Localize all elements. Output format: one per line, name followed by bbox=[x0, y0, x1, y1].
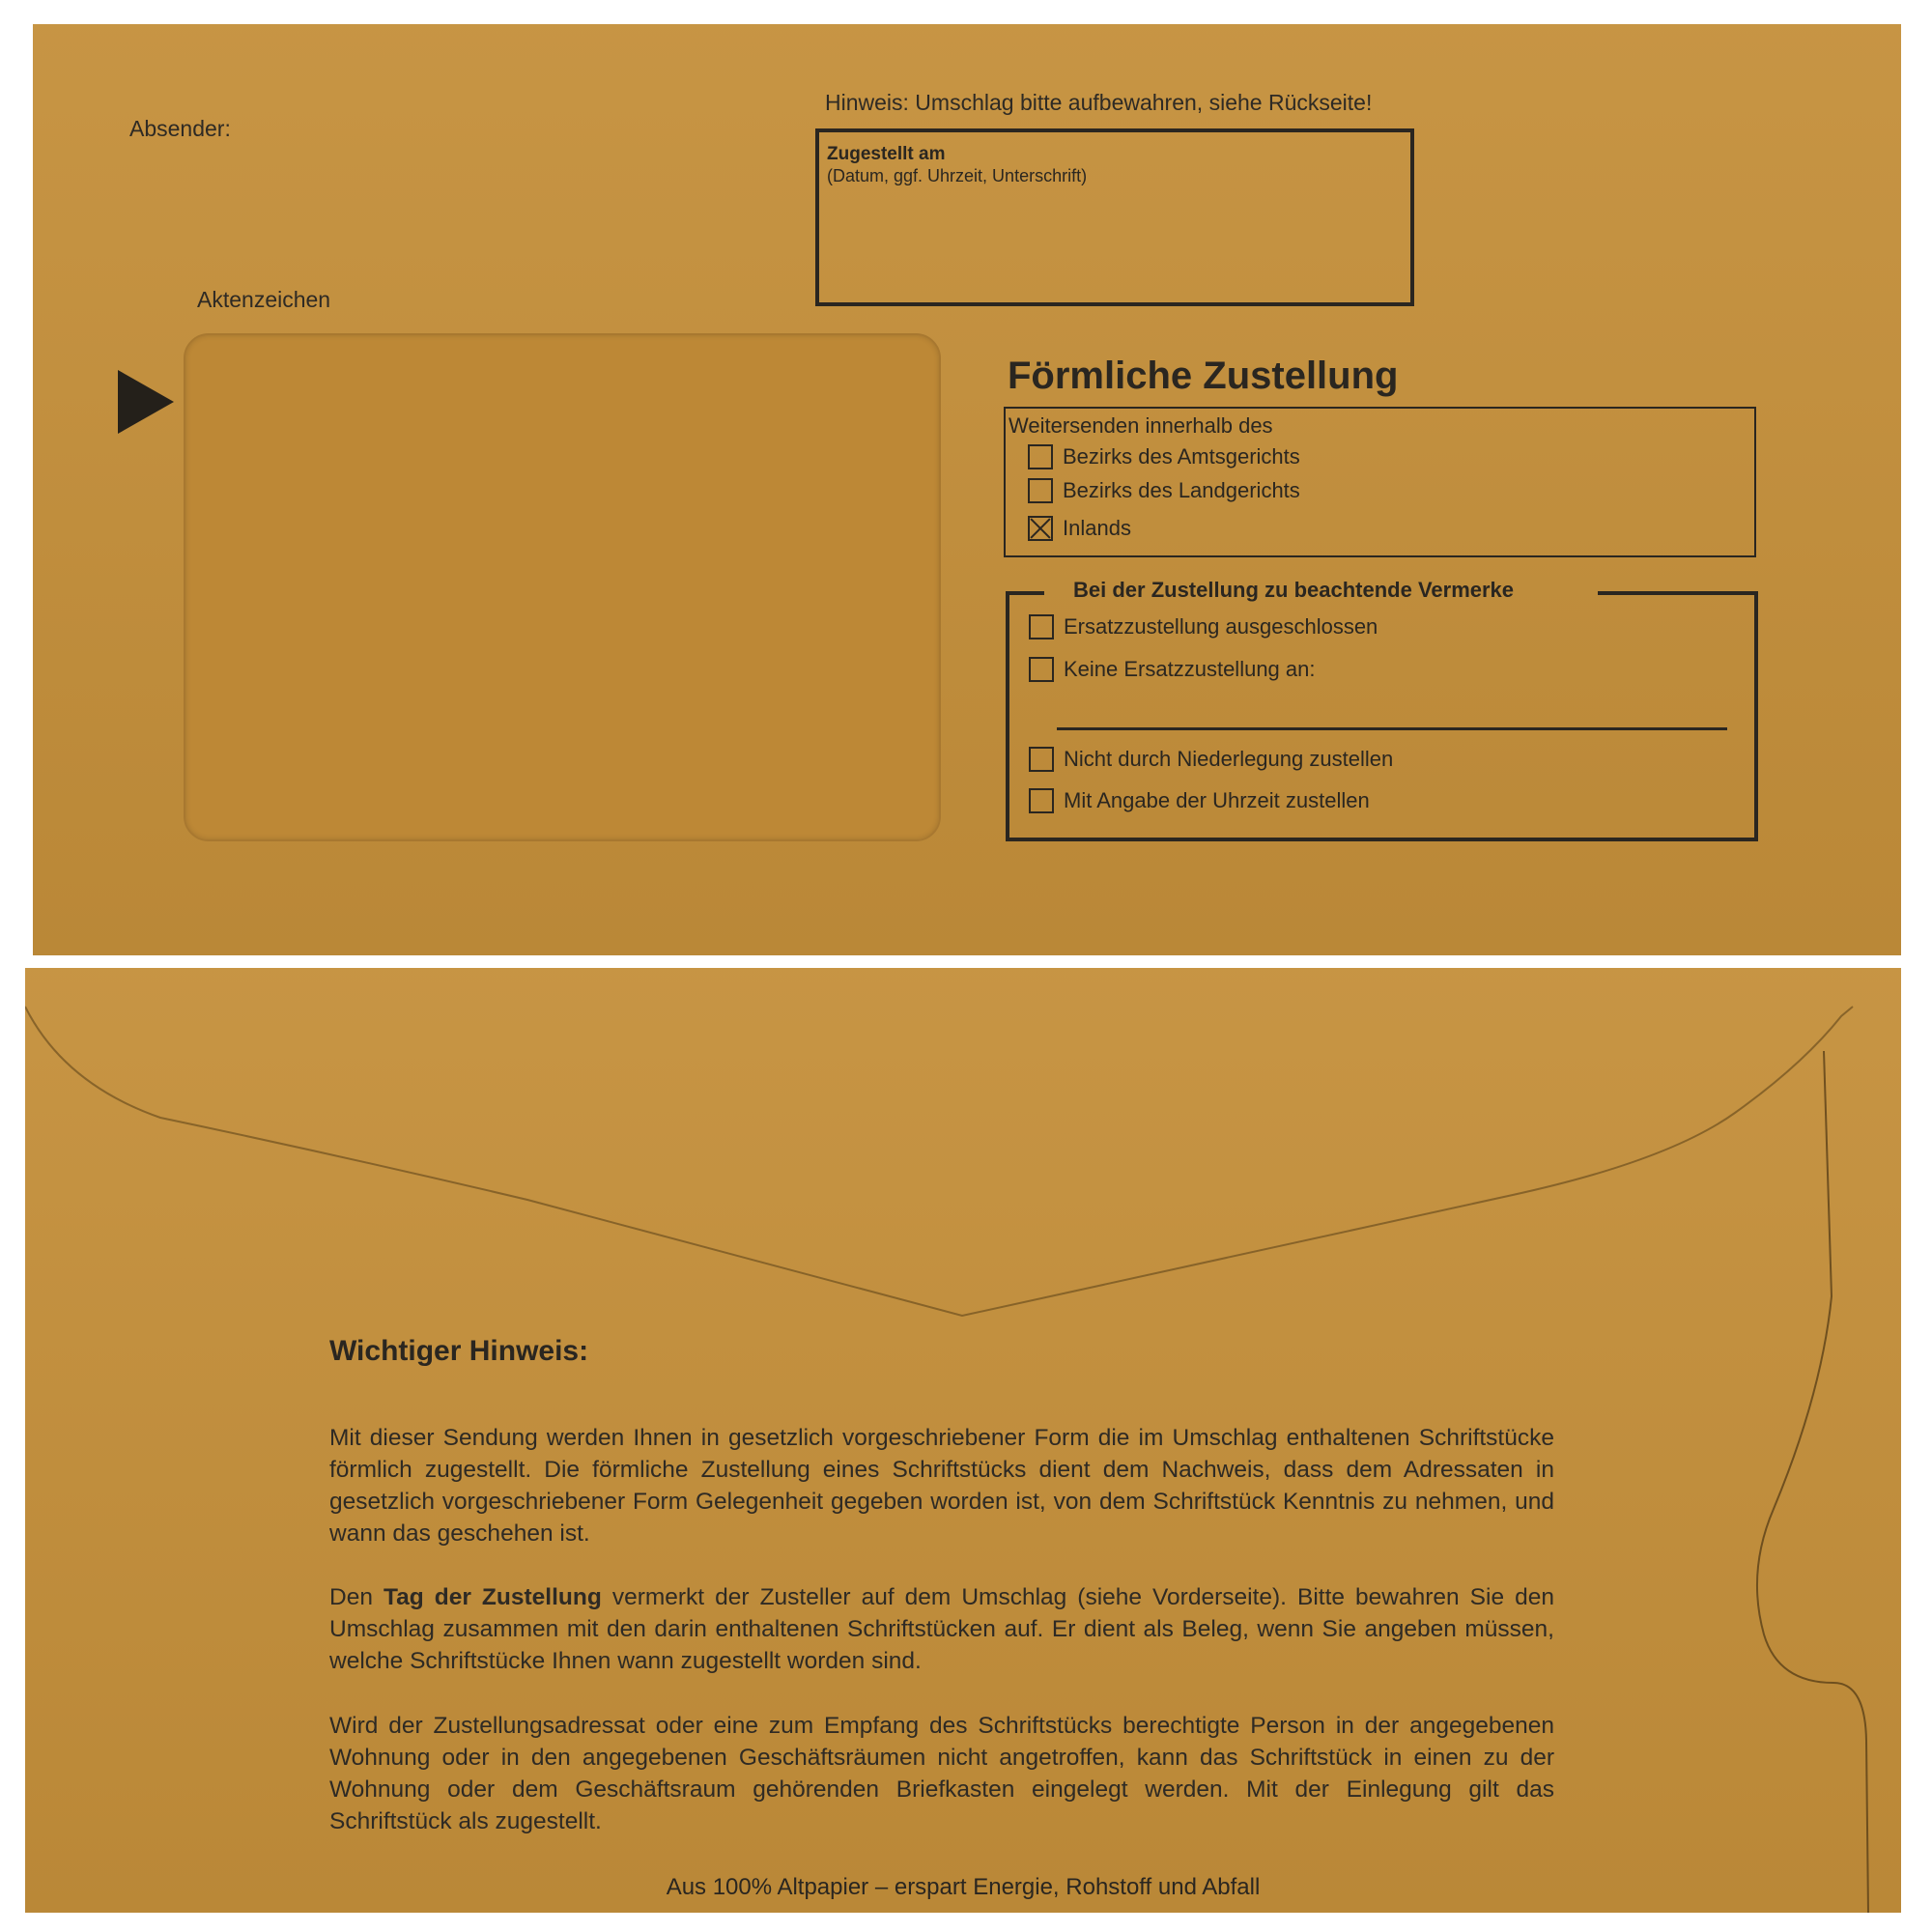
option-label: Bezirks des Amtsgerichts bbox=[1063, 444, 1300, 469]
notice-paragraph-1: Mit dieser Sendung werden Ihnen in gesetzlich vorgeschriebener Form die im Umschlag enthaltenen Schriftstücke förmlich zugestellt. Die förmliche Zustellung eines Schriftstücks dient dem Nachweis, dass dem Adressaten in gesetzlich vorgeschriebener Form Gelegenheit gegeben worden ist, von dem Schriftstück Kenntnis zu nehmen, und wann das geschehen ist. bbox=[329, 1425, 1554, 1547]
recipient-line-field[interactable] bbox=[1057, 727, 1727, 730]
option-label: Keine Ersatzzustellung an: bbox=[1064, 657, 1316, 681]
checkbox[interactable] bbox=[1029, 657, 1054, 682]
paragraph-text: Den bbox=[329, 1584, 373, 1610]
delivery-day-emphasis: Tag der Zustellung bbox=[384, 1584, 602, 1610]
checkbox[interactable] bbox=[1029, 614, 1054, 639]
delivery-date-hint: (Datum, ggf. Uhrzeit, Unterschrift) bbox=[827, 166, 1088, 185]
forward-option-amtsgericht[interactable] bbox=[1028, 444, 1300, 469]
forwarding-title: Weitersenden innerhalb des bbox=[1009, 413, 1273, 438]
notice-paragraph-2 bbox=[329, 1581, 1554, 1677]
envelope-back bbox=[25, 968, 1901, 1913]
note-option-no-deposit[interactable] bbox=[1029, 747, 1393, 772]
forward-option-landgericht[interactable] bbox=[1028, 478, 1300, 503]
checkbox[interactable] bbox=[1028, 478, 1053, 503]
checkbox-checked[interactable] bbox=[1028, 516, 1053, 541]
paragraph-text: vermerkt der Zusteller auf dem Umschlag (siehe Vorderseite). Bitte bewahren Sie den Umschlag zusammen mit den darin enthaltenen Schriftstücken auf. Er dient als Beleg, wenn Sie angeben müssen, welche Schriftstücke Ihnen wann zugestellt worden sind. bbox=[329, 1584, 1555, 1674]
checkbox[interactable] bbox=[1028, 444, 1053, 469]
option-label: Inlands bbox=[1063, 516, 1131, 540]
note-option-no-substitute-to[interactable] bbox=[1029, 657, 1316, 682]
note-option-with-time[interactable] bbox=[1029, 788, 1370, 813]
sender-label: Absender: bbox=[129, 116, 231, 141]
recycled-paper-footer: Aus 100% Altpapier – erspart Energie, Rohstoff und Abfall bbox=[666, 1874, 1261, 1900]
option-label: Nicht durch Niederlegung zustellen bbox=[1064, 747, 1394, 771]
page-title: Förmliche Zustellung bbox=[1008, 355, 1399, 397]
keep-envelope-notice: Hinweis: Umschlag bitte aufbewahren, siehe Rückseite! bbox=[825, 90, 1373, 115]
option-label: Mit Angabe der Uhrzeit zustellen bbox=[1064, 788, 1370, 812]
window-pointer-arrow-icon bbox=[118, 370, 174, 434]
file-reference-label: Aktenzeichen bbox=[197, 287, 331, 312]
delivery-notes-title: Bei der Zustellung zu beachtende Vermerke bbox=[1073, 578, 1515, 602]
delivery-date-box[interactable] bbox=[815, 128, 1414, 306]
divider bbox=[1006, 591, 1044, 595]
checkbox[interactable] bbox=[1029, 788, 1054, 813]
forward-option-inlands[interactable] bbox=[1028, 516, 1131, 541]
address-window bbox=[184, 333, 941, 841]
note-option-no-substitute[interactable] bbox=[1029, 614, 1378, 639]
important-notice-heading: Wichtiger Hinweis: bbox=[329, 1335, 589, 1367]
option-label: Ersatzzustellung ausgeschlossen bbox=[1064, 614, 1378, 639]
delivery-date-title: Zugestellt am bbox=[827, 144, 946, 164]
envelope-front bbox=[33, 24, 1901, 955]
option-label: Bezirks des Landgerichts bbox=[1063, 478, 1300, 502]
checkbox[interactable] bbox=[1029, 747, 1054, 772]
notice-paragraph-3: Wird der Zustellungsadressat oder eine zum Empfang des Schriftstücks berechtigte Person in der angegebenen Wohnung oder in den angegebenen Geschäftsräumen nicht angetroffen, kann das Schriftstück in einen zu der Wohnung oder dem Geschäftsraum gehörenden Briefkasten eingelegt werden. Mit der Einlegung gilt das Schriftstück als zugestellt. bbox=[329, 1713, 1554, 1834]
divider bbox=[1598, 591, 1758, 595]
